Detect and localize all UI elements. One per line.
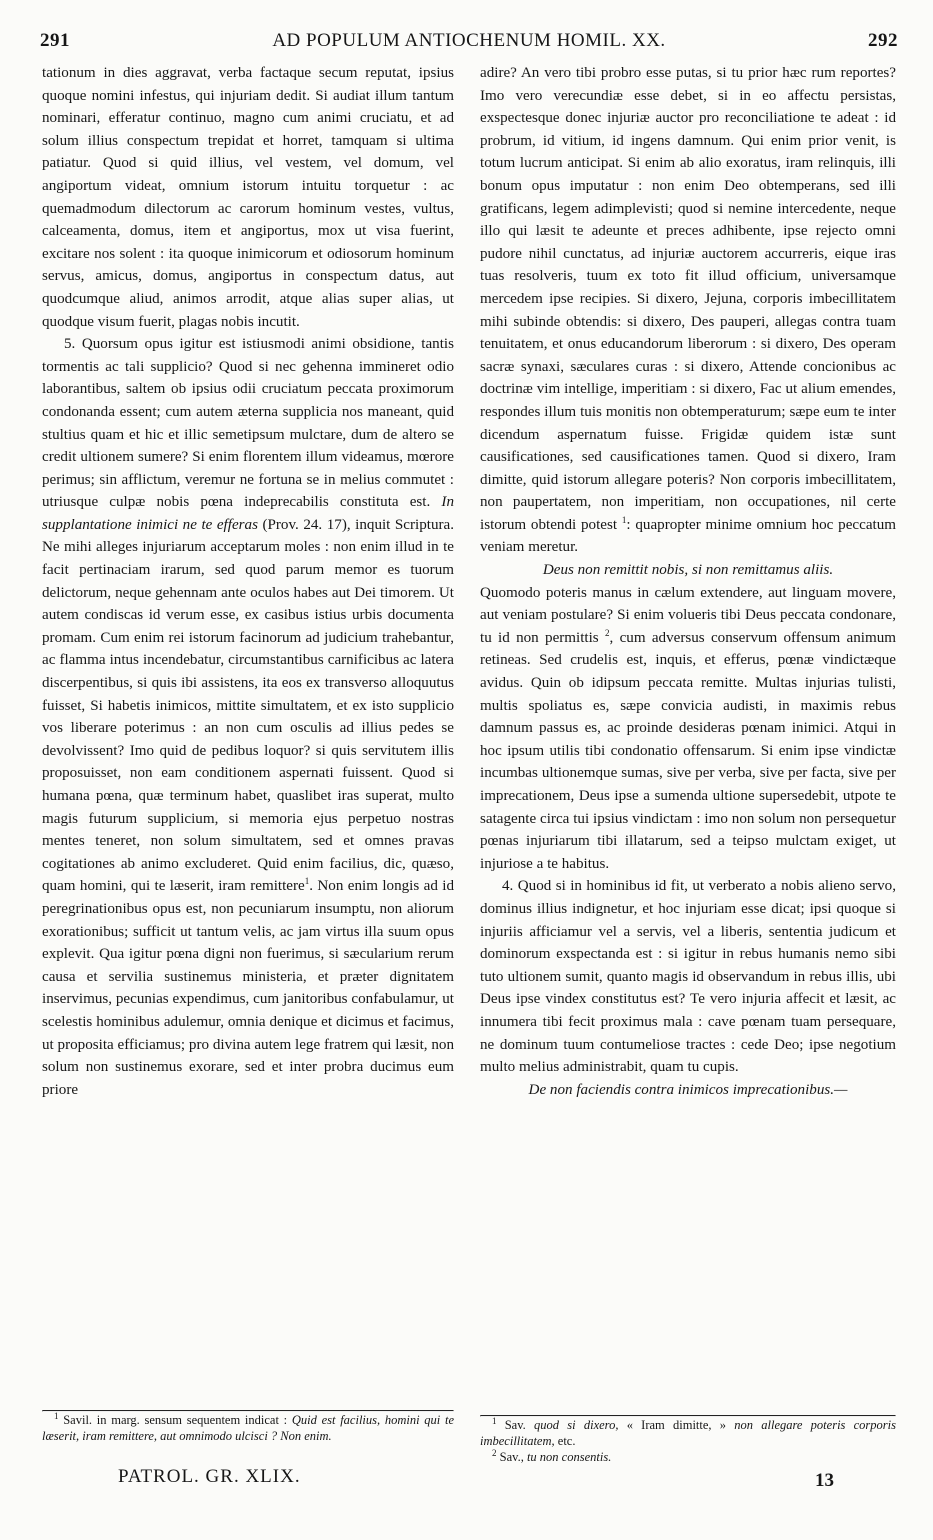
footnote-mark-1: 1 — [304, 876, 310, 887]
left-p2-text-b: , inquit Scriptura. Ne mihi alleges injuriarum acceptarum moles : non enim illud in te facit pertinaciam irarum, sed quod parum memor es tuorum delictorum, neque gehennam ante oculos habes aut Dei timorem. Ut autem condiscas id verum esse, ex casibus istius urbis documenta promam. Cum enim rei istorum facinorum ad judicium trahebantur, ac flamma intus incendebatur, circumstantibus carnificibus ac latera discerpentibus, si quis ibi assistens, ita eos ex transverso alloquutus fuisset, Si habetis inimicos, mittite simultatem, et ex isto supplicio vos liberare poterimus : an non cum osculis ad illius pedes se devolvissent? Imo quid de pedibus loquor? si quis servitutem illis proposuisset, non eam conditionem aspernati fuissent. Quod si humana pœna, quæ terminum habet, quaslibet iras superat, multo magis futurum supplicium, si memoria ejus perpetuo nostras mentes teneret, non solum simultatem, sed et omnes pravas cogitationes ab animo excluderet. Quid enim facilius, dic, quæso, quam homini, qui te læserit, iram remittere — [42, 516, 454, 895]
running-title: AD POPULUM ANTIOCHENUM HOMIL. XX. — [272, 30, 666, 51]
left-p2-text-c: . Non enim longis ad id peregrinationibus opus est, non pecuniarum insumptu, non aliorum exorationibus; sufficit ut tantum velis, ac jam virtus illa suum opus explevit. Qua igitur pœna digni non fuerimus, si sæcularium rerum causa et servilia sustinemus ministeria, et præter dignitatem inservimus, pecunias expendimus, cum janitoribus confabulamur, ut scelestis hominibus adulemur, omnia denique et dicimus et facimus, ut proposita efficiamus; pro divina autem lege fratrem qui læsit, non solum non sustinemus exorare, sed et inter probra ducimus eum priore — [42, 878, 454, 1098]
printer-signature: PATROL. GR. XLIX. — [118, 1466, 301, 1487]
footnotes-right — [480, 1415, 896, 1465]
right-paragraph-3: 4. Quod si in hominibus id fit, ut verberato a nobis alieno servo, dominus illius indignetur, et hoc injuriam esse dicat; ipsi quoque si injuriis afficiamur vel a servis, vel a liberis, sententia judicum et dominorum exspectanda est : si igitur in rebus humanis nemo sibi tuto ultionem sumit, quanto magis id observandum in rebus illis, ubi Deus ipse vindex constitutus est? Te vero injuria affecit et læsit, ac innumera tibi fecit proximus mala : cave pœnam tuam persequare, ne dominum tuum contumeliose tractes : cede Deo; ipse negotium multo melius administrabit, quam tu cupis. — [480, 878, 896, 1076]
footnote-mark-2: 2 — [605, 627, 610, 638]
right-p2-text-a: Quomodo poteris manus in cælum extendere, aut linguam movere, aut veniam postulare? Si enim volueris tibi Deus peccata condonare, tu id non permittis — [480, 584, 896, 646]
footnote-right-2 — [480, 1449, 896, 1465]
footnote-left-1-mark: 1 — [54, 1410, 59, 1421]
footnote-right-1-b: quod si dixero, — [534, 1418, 619, 1432]
footnote-mark-1-right: 1 — [621, 514, 627, 525]
right-p1-text-a: adire? An vero tibi probro esse putas, si tu prior hæc rum reportes? Imo vero verecundiæ esse debet, si in eo affectu persistas, exspectesque donec injuriæ auctor pro reconciliatione te adeat : id probrum, id vitium, id ingens damnum. Qui enim prior venit, is totum lucrum anticipat. Si enim ab alio exoratus, iram relinquis, illi bonum opus imputatur : non enim Deo obtemperans, sed illi gratificans, legem adimplevisti; quod si nemine intercedente, neque illo qui læsit te adeunte et preces adhibente, ipse rejecto omni pudore nihil cunctatus, ad injuriæ auctorem accurreris, eique iras tuas resolveris, tuum ex toto fit illud officium, universamque mercedem ipse recipies. Si dixero, Jejuna, corporis imbecillitatem mihi subinde obtendis: si dixero, Des pauperi, allegas contra tuam tenuitatem, et onus educandorum liberorum : si dixero, Des operam sacræ synaxi, sæculares curas : si dixero, Attende concionibus ac doctrinæ vim intellige, imperitiam : si dixero, Fac ut alium emendes, respondes illum tuis monitis non obtemperaturum; sæpe eum te inter dicendum aspernatum fuisse. Frigidæ quidem istæ sunt causificationes, sed causificationes tamen. Quod si dixero, Iram dimitte, quid istorum allegare poteris? Non corporis imbecillitatem, non paupertatem, non imperitiam, non occupationes, nil certe istorum obtendi potest — [480, 65, 896, 533]
footnote-right-1-mark: 1 — [492, 1415, 497, 1426]
footnote-right-1-c: « Iram dimitte, » — [626, 1418, 727, 1432]
right-p1-text-b: : quapropter minime omnium hoc peccatum veniam meretur. — [480, 516, 896, 556]
footnote-left-1 — [42, 1412, 454, 1444]
footnote-right-1-a: Sav. — [504, 1418, 526, 1432]
running-header — [40, 30, 898, 60]
left-column — [42, 62, 454, 1101]
sheet-number: 13 — [815, 1470, 834, 1491]
right-paragraph-1 — [480, 62, 896, 559]
left-paragraph-2 — [42, 333, 454, 1101]
right-p2-text-b: , cum adversus conservum offensum animum retineas. Sed crudelis est, inquis, et efferus, pœnæ vindictæque avidus. Quin ob idipsum peccata remitte. Multas injurias tulisti, multis spoliatus es, sæpe convicia audisti, in maximis rebus damnum passus es, ac proinde desideras pœnam inimici. Atqui in hoc ipsum utilis tibi condonatio offensarum. Si enim ipse vindictæ incumbas ultionemque sumas, sive per verba, sive per facta, sive per imprecationem, Deus ipse a sumenda ultione supersedebit, utpote te satagente circa tui ipsius vindictam : imo non solum non persequetur pœnas injuriarum tibi illatarum, sed a teipso mulctam exiget, ut injuriose a te habitus. — [480, 629, 896, 872]
footnote-left-1-text: Savil. in marg. sensum sequentem indicat : — [63, 1413, 288, 1427]
left-p2-text-a: 5. Quorsum opus igitur est istiusmodi animi obsidione, tantis tormentis ac tali supplicio? Quod si nec gehenna immineret odio laborantibus, saltem ob ipsius odii cruciatum peccata proximorum condonanda essent; cum autem æterna supplicia nos maneant, quid stultius quam et hic et illic semetipsum mulctare, dum de altero se credit ultionem sumere? Si enim florentem illum videamus, mœrore perimus; sin afflictum, veremur ne fortuna se in melius commutet : utriusque culpæ nobis pœna indeprecabilis constituta est. — [42, 336, 454, 511]
footnotes-left — [42, 1410, 454, 1444]
footnote-right-1-e: etc. — [557, 1434, 576, 1448]
section-heading-1: Deus non remittit nobis, si non remittamus aliis. — [542, 562, 834, 579]
page-number-left: 291 — [40, 30, 70, 51]
scripture-reference: (Prov. 24. 17) — [262, 516, 347, 533]
footnote-right-2-a: Sav., — [499, 1450, 524, 1464]
right-column — [480, 62, 896, 1101]
footnote-right-1-d: non allegare poteris corporis imbecillitatem, — [480, 1418, 896, 1448]
footnote-right-2-mark: 2 — [492, 1447, 497, 1458]
section-heading-2: De non faciendis contra inimicos imprecationibus.— — [528, 1081, 848, 1098]
footnote-right-2-b: tu non consentis. — [526, 1450, 612, 1464]
footnote-left-1-italic: Quid est facilius, homini qui te læserit, iram remittere, aut omnimodo ulcisci ? Non enim. — [42, 1413, 455, 1443]
page-number-right: 292 — [868, 30, 898, 51]
scripture-quote: In supplantatione inimici ne te efferas — [42, 494, 454, 533]
left-paragraph-1: tationum in dies aggravat, verba factaque secum reputat, ipsius quoque nomini infestus, qui injuriam dedit. Si audiat illum tantum nominari, efferatur continuo, magno cum animi cruciatu, et ad solum illius conspectum trepidat et horret, tamquam si ultima patiatur. Quod si quid illius, vel vestem, vel domum, vel angiportum videat, omnium istorum intuitu torquetur : ac quemadmodum dilectorum ac carorum hominum vestes, vultus, calceamenta, domus, item et angiportus, mox ut visa fuerint, excitare nos solent : ita quoque inimicorum et odiosorum hominum servus, amicus, domus, angiportus in conspectum datus, aut quodcumque aliud, animos arrodit, atque alias super alias, ut quodque visum fuerit, plagas nobis incutit. — [42, 65, 454, 330]
footnote-right-1 — [480, 1417, 896, 1449]
right-paragraph-2 — [480, 582, 896, 876]
